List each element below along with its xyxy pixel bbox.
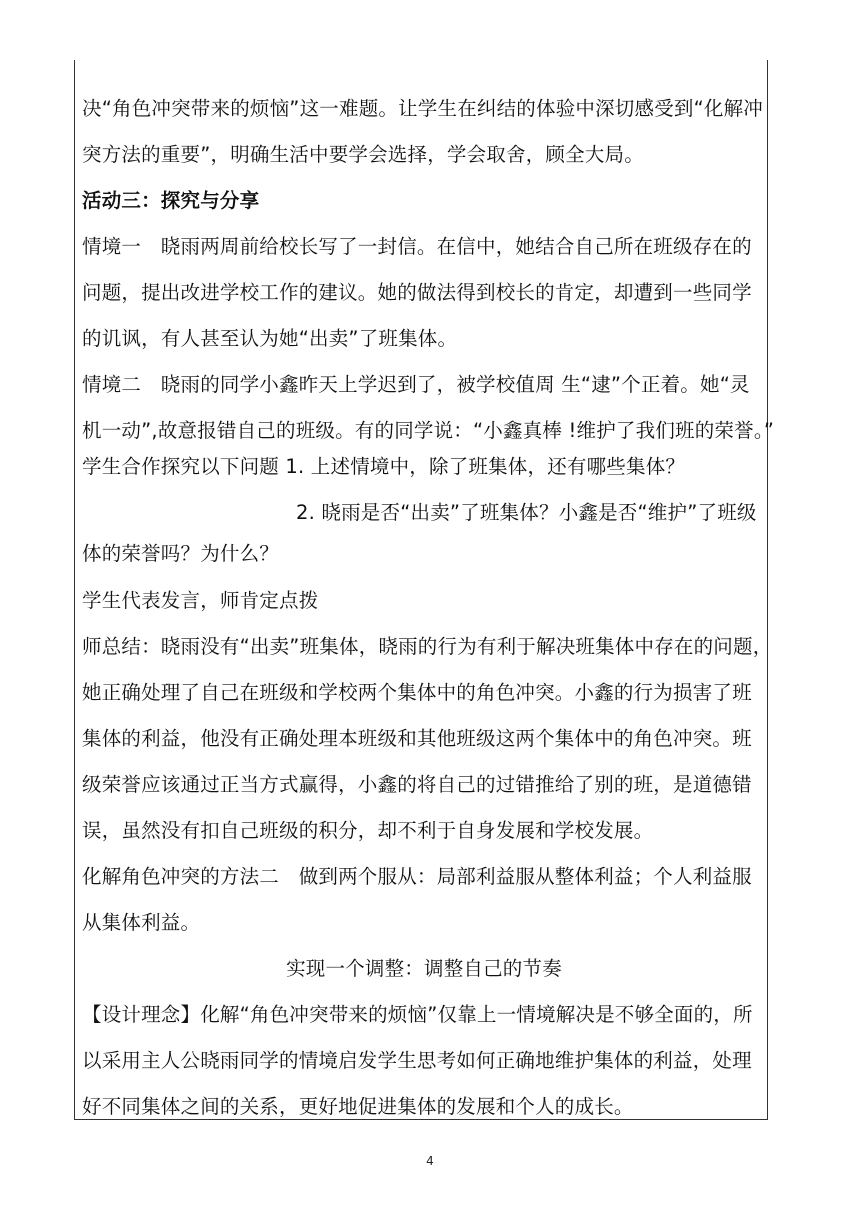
scenario-1-line-3: 的讥讽，有人甚至认为她“出卖”了班集体。 bbox=[82, 327, 458, 350]
summary-line-3: 集体的利益，他没有正确处理本班级和其他班级这两个集体中的角色冲突。班 bbox=[82, 727, 752, 750]
summary-line-2: 她正确处理了自己在班级和学校两个集体中的角色冲突。小鑫的行为损害了班 bbox=[82, 681, 752, 704]
scenario-2-line-2: 机一动”,故意报错自己的班级。有的同学说：“小鑫真棒 !维护了我们班的荣誉。” bbox=[82, 419, 775, 442]
design-concept-line-1: 【设计理念】化解“角色冲突带来的烦恼”仅靠上一情境解决是不够全面的，所 bbox=[82, 1003, 753, 1026]
page-number: 4 bbox=[426, 1154, 434, 1168]
student-speech-line: 学生代表发言，师肯定点拨 bbox=[82, 589, 319, 612]
summary-line-4: 级荣誉应该通过正当方式赢得，小鑫的将自己的过错推给了别的班，是道德错 bbox=[82, 773, 752, 796]
text-line-2: 突方法的重要”，明确生活中要学会选择，学会取舍，顾全大局。 bbox=[82, 143, 644, 166]
section-heading-activity-3: 活动三：探究与分享 bbox=[82, 189, 260, 212]
method-2-line-1: 化解角色冲突的方法二 做到两个服从：局部利益服从整体利益；个人利益服 bbox=[82, 865, 752, 888]
summary-line-1: 师总结：晓雨没有“出卖”班集体，晓雨的行为有利于解决班集体中存在的问题， bbox=[82, 635, 773, 658]
question-2-line-1: 2. 晓雨是否“出卖”了班集体？小鑫是否“维护”了班级 bbox=[296, 501, 757, 524]
adjustment-line: 实现一个调整：调整自己的节奏 bbox=[286, 957, 562, 980]
text-line-1: 决“角色冲突带来的烦恼”这一难题。让学生在纠结的体验中深切感受到“化解冲 bbox=[82, 97, 764, 120]
question-2-line-2: 体的荣誉吗？为什么？ bbox=[82, 542, 280, 565]
scenario-2-line-1: 情境二 晓雨的同学小鑫昨天上学迟到了，被学校值周 生“逮”个正着。她“灵 bbox=[82, 373, 750, 396]
summary-line-5: 误，虽然没有扣自己班级的积分，却不利于自身发展和学校发展。 bbox=[82, 819, 654, 842]
scenario-1-line-2: 问题，提出改进学校工作的建议。她的做法得到校长的肯定，却遭到一些同学 bbox=[82, 281, 752, 304]
design-concept-line-3: 好不同集体之间的关系，更好地促进集体的发展和个人的成长。 bbox=[82, 1095, 634, 1118]
design-concept-line-2: 以采用主人公晓雨同学的情境启发学生思考如何正确地维护集体的利益，处理 bbox=[82, 1049, 752, 1072]
method-2-line-2: 从集体利益。 bbox=[82, 911, 201, 934]
scenario-1-line-1: 情境一 晓雨两周前给校长写了一封信。在信中，她结合自己所在班级存在的 bbox=[82, 235, 752, 258]
question-1: 学生合作探究以下问题 1. 上述情境中，除了班集体，还有哪些集体？ bbox=[82, 455, 686, 478]
